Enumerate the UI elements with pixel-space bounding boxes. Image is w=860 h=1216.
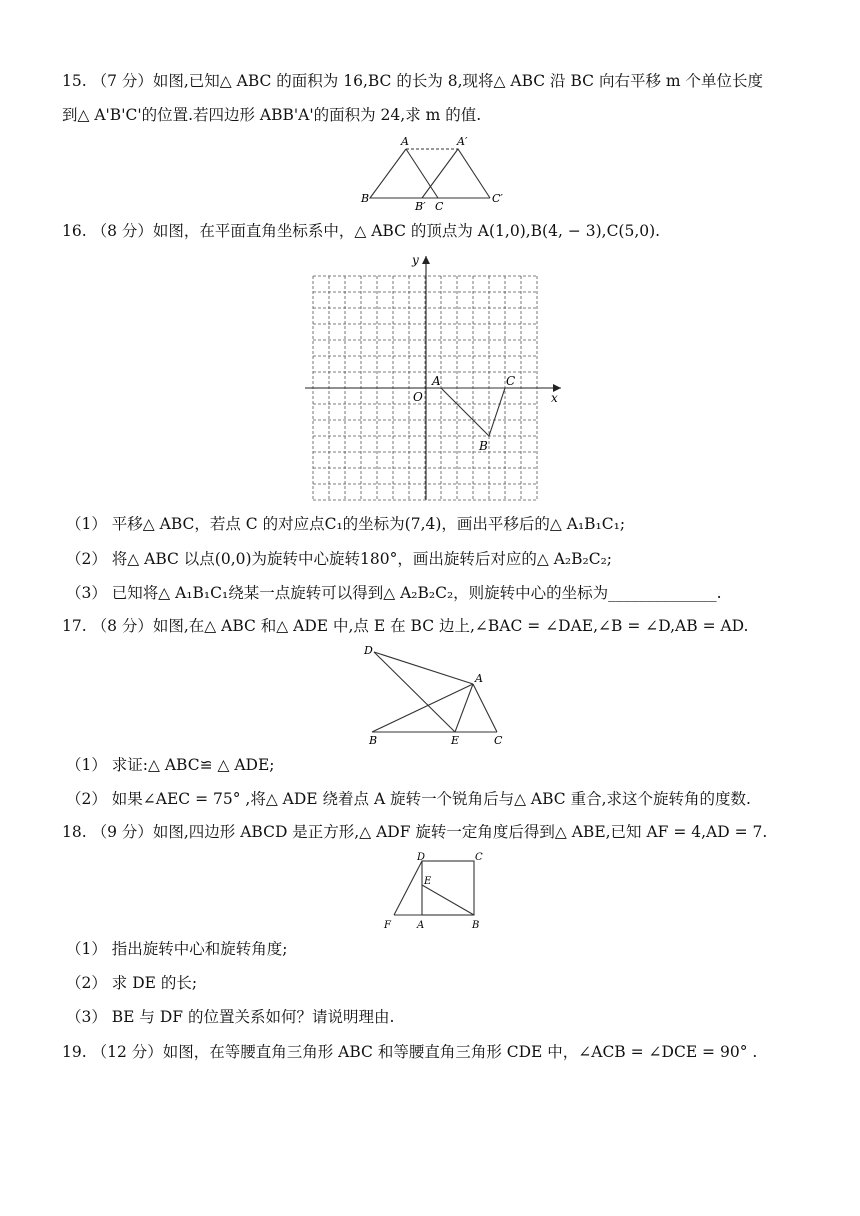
q16-y-arrow <box>422 256 430 264</box>
q17-label-d: D <box>364 644 373 657</box>
q16-label-c: C <box>506 374 516 388</box>
q17-figure <box>360 640 510 750</box>
q16-text-line1: 16. （8 分）如图，在平面直角坐标系中，△ ABC 的顶点为 A(1,0),B(4, − 3),C(5,0). <box>62 222 661 240</box>
q16-label-b: B <box>479 439 488 453</box>
q15-text-line1: 15. （7 分）如图,已知△ ABC 的面积为 16,BC 的长为 8,现将△ ABC 沿 BC 向右平移 m 个单位长度 <box>62 72 764 90</box>
q18-label-d: D <box>417 852 426 863</box>
q15-label-a: A <box>401 135 409 148</box>
q17-label-e: E <box>451 734 460 747</box>
q18-part3: （3） BE 与 DF 的位置关系如何？请说明理由. <box>66 1008 395 1026</box>
q16-label-a: A <box>432 374 441 388</box>
q15-label-b: B <box>361 192 370 205</box>
q16-label-origin: O <box>413 390 423 404</box>
q18-label-c: C <box>475 852 483 863</box>
q15-text-line2: 到△ A'B'C'的位置.若四边形 ABB'A'的面积为 24,求 m 的值. <box>62 106 482 124</box>
q15-label-a-prime: A′ <box>457 135 468 148</box>
q18-text-line1: 18. （9 分）如图,四边形 ABCD 是正方形,△ ADF 旋转一定角度后得到△ ABE,已知 AF = 4,AD = 7. <box>62 823 768 841</box>
q15-label-c: C <box>435 200 444 213</box>
q18-label-f: F <box>384 920 391 931</box>
q17-label-c: C <box>494 734 503 747</box>
q15-label-b-prime: B′ <box>415 200 426 213</box>
q18-figure <box>380 848 490 934</box>
q17-part1: （1） 求证:△ ABC≌ △ ADE; <box>66 756 275 774</box>
q16-part2: （2） 将△ ABC 以点(0,0)为旋转中心旋转180°，画出旋转后对应的△ A₂B₂C₂; <box>66 550 613 568</box>
q16-label-x: x <box>551 391 558 405</box>
q19-text-line1: 19. （12 分）如图，在等腰直角三角形 ABC 和等腰直角三角形 CDE 中，∠ACB = ∠DCE = 90° . <box>62 1043 758 1061</box>
q17-label-a: A <box>475 672 483 685</box>
q18-label-e: E <box>424 876 432 887</box>
q16-part3: （3） 已知将△ A₁B₁C₁绕某一点旋转可以得到△ A₂B₂C₂，则旋转中心的坐标为______________. <box>66 584 722 602</box>
q17-label-b: B <box>369 734 378 747</box>
q15-label-c-prime: C′ <box>492 192 503 205</box>
q18-label-a: A <box>417 920 425 931</box>
q17-text-line1: 17. （8 分）如图,在△ ABC 和△ ADE 中,点 E 在 BC 边上,∠BAC = ∠DAE,∠B = ∠D,AB = AD. <box>62 617 749 635</box>
q16-coordinate-grid <box>305 252 567 504</box>
q16-part1: （1） 平移△ ABC，若点 C 的对应点C₁的坐标为(7,4)，画出平移后的△ A₁B₁C₁; <box>66 515 626 533</box>
q16-label-y: y <box>412 253 419 267</box>
q18-part1: （1） 指出旋转中心和旋转角度; <box>66 940 288 958</box>
q18-label-b: B <box>472 920 480 931</box>
q17-part2: （2） 如果∠AEC = 75° ,将△ ADE 绕着点 A 旋转一个锐角后与△ ABC 重合,求这个旋转角的度数. <box>66 790 751 808</box>
q18-part2: （2） 求 DE 的长; <box>66 974 198 992</box>
q15-figure <box>358 132 508 214</box>
